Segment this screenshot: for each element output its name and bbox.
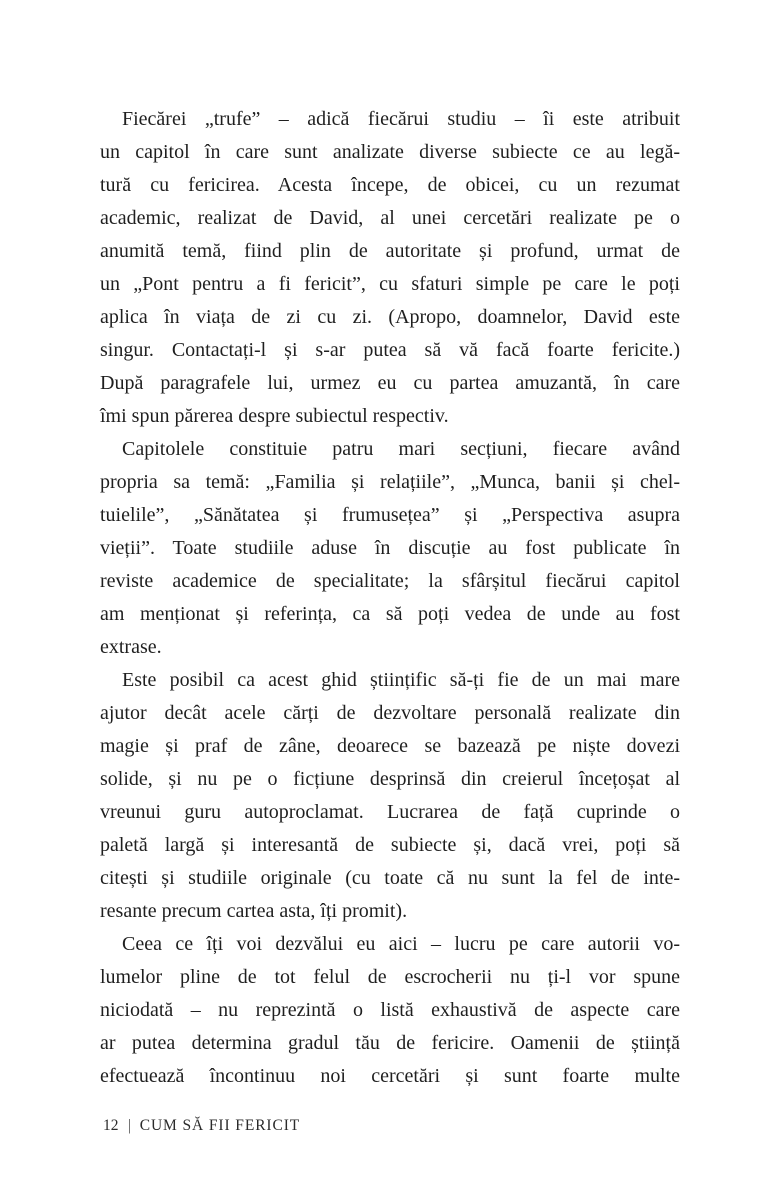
paragraph bbox=[100, 664, 680, 928]
text-line: aplica în viața de zi cu zi. (Apropo, doamnelor, David este bbox=[100, 306, 680, 328]
body-text bbox=[100, 103, 680, 1093]
page-footer bbox=[103, 1117, 300, 1135]
text-line: Ceea ce îți voi dezvălui eu aici – lucru pe care autorii vo- bbox=[122, 933, 680, 955]
text-line: vieții”. Toate studiile aduse în discuție au fost publicate în bbox=[100, 537, 680, 559]
text-line: niciodată – nu reprezintă o listă exhaustivă de aspecte care bbox=[100, 999, 680, 1021]
text-line: singur. Contactați-l și s-ar putea să vă facă foarte fericite.) bbox=[100, 339, 680, 361]
text-line: ar putea determina gradul tău de fericire. Oamenii de știință bbox=[100, 1032, 680, 1054]
running-title: CUM SĂ FII FERICIT bbox=[139, 1117, 301, 1134]
text-line: propria sa temă: „Familia și relațiile”, „Munca, banii și chel- bbox=[100, 471, 680, 493]
text-line: îmi spun părerea despre subiectul respectiv. bbox=[100, 405, 449, 427]
text-line: tură cu fericirea. Acesta începe, de obicei, cu un rezumat bbox=[100, 174, 680, 196]
text-line: anumită temă, fiind plin de autoritate și profund, urmat de bbox=[100, 240, 680, 262]
text-line: Fiecărei „trufe” – adică fiecărui studiu – îi este atribuit bbox=[122, 108, 680, 130]
paragraph bbox=[100, 928, 680, 1093]
text-line: un capitol în care sunt analizate diverse subiecte ce au legă- bbox=[100, 141, 680, 163]
text-line: După paragrafele lui, urmez eu cu partea amuzantă, în care bbox=[100, 372, 680, 394]
page-number: 12 bbox=[103, 1117, 119, 1134]
text-line: Este posibil ca acest ghid științific să-ți fie de un mai mare bbox=[122, 669, 680, 691]
text-line: ajutor decât acele cărți de dezvoltare personală realizate din bbox=[100, 702, 680, 724]
text-line: academic, realizat de David, al unei cercetări realizate pe o bbox=[100, 207, 680, 229]
text-line: lumelor pline de tot felul de escrocherii nu ți-l vor spune bbox=[100, 966, 680, 988]
text-line: un „Pont pentru a fi fericit”, cu sfaturi simple pe care le poți bbox=[100, 273, 680, 295]
text-line: citești și studiile originale (cu toate că nu sunt la fel de inte- bbox=[100, 867, 680, 889]
text-line: solide, și nu pe o ficțiune desprinsă din creierul încețoșat al bbox=[100, 768, 680, 790]
text-line: extrase. bbox=[100, 636, 162, 658]
text-line: resante precum cartea asta, îți promit). bbox=[100, 900, 408, 922]
text-line: reviste academice de specialitate; la sfârșitul fiecărui capitol bbox=[100, 570, 680, 592]
text-line: vreunui guru autoproclamat. Lucrarea de față cuprinde o bbox=[100, 801, 680, 823]
text-line: paletă largă și interesantă de subiecte și, dacă vrei, poți să bbox=[100, 834, 680, 856]
text-line: am menționat și referința, ca să poți vedea de unde au fost bbox=[100, 603, 680, 625]
text-line: tuielile”, „Sănătatea și frumusețea” și „Perspectiva asupra bbox=[100, 504, 680, 526]
paragraph bbox=[100, 103, 680, 433]
text-line: magie și praf de zâne, deoarece se bazează pe niște dovezi bbox=[100, 735, 680, 757]
footer-separator: | bbox=[127, 1117, 131, 1134]
text-line: Capitolele constituie patru mari secțiuni, fiecare având bbox=[122, 438, 680, 460]
text-line: efectuează încontinuu noi cercetări și sunt foarte multe bbox=[100, 1065, 680, 1087]
paragraph bbox=[100, 433, 680, 664]
